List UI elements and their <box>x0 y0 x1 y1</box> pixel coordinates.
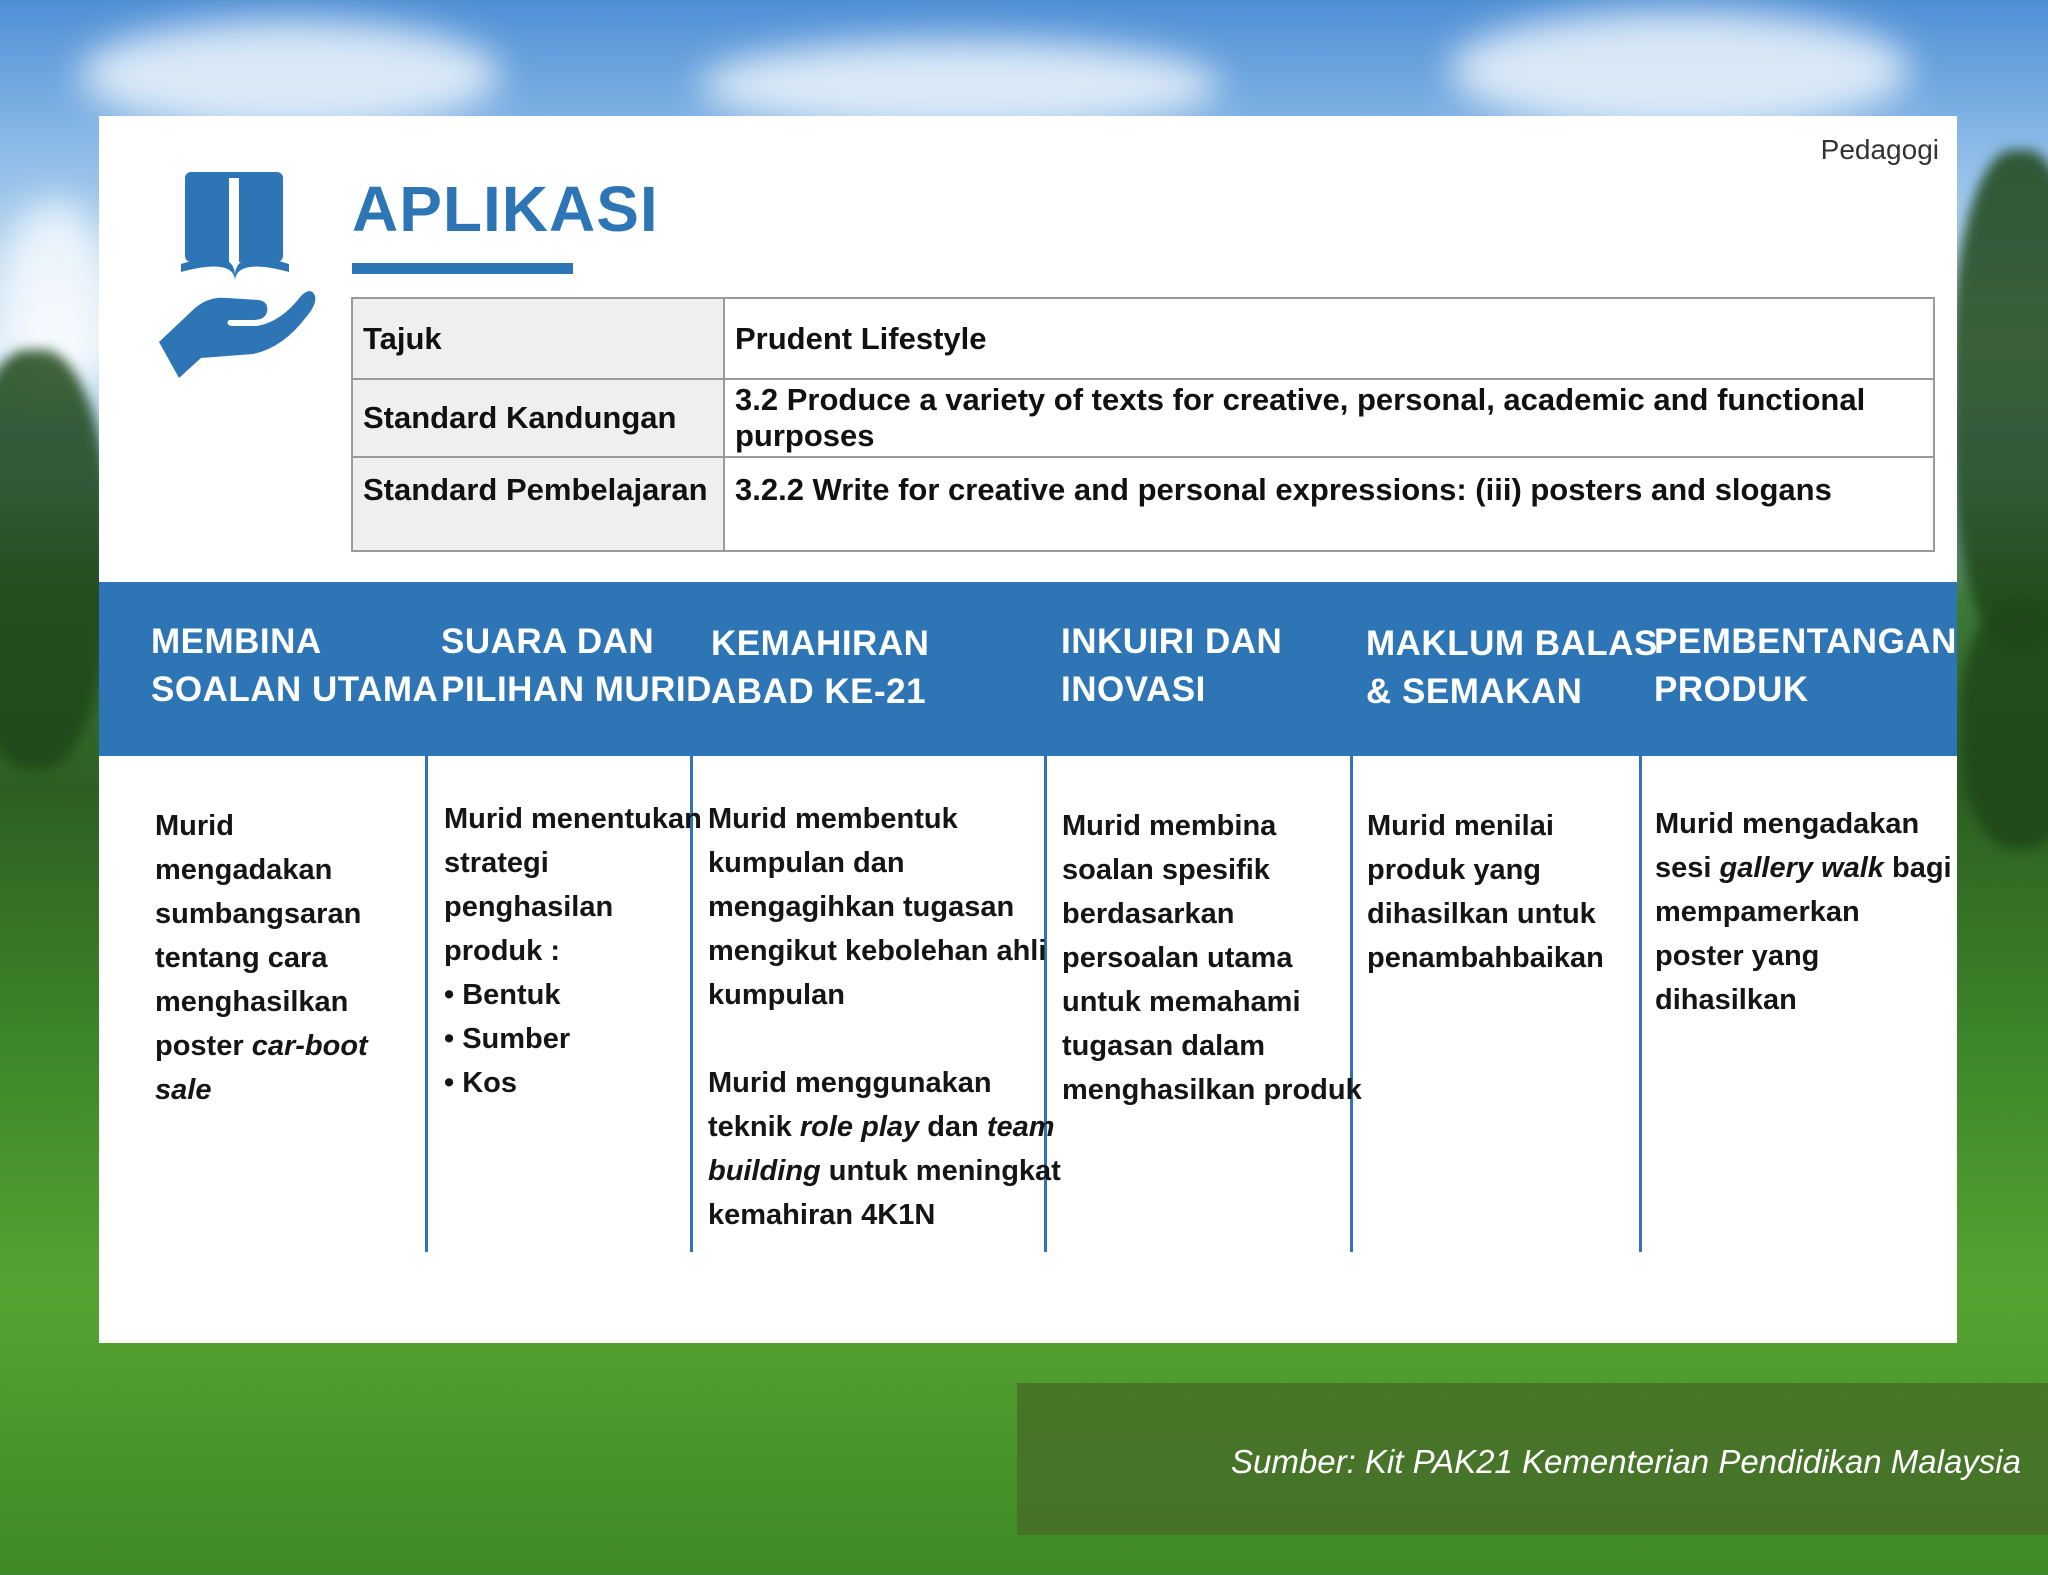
column-header <box>1061 618 1282 714</box>
text-span: teknik <box>708 1111 800 1143</box>
column-divider <box>425 756 428 1252</box>
body-line: Murid membina <box>1062 810 1277 842</box>
column-body-maklum-balas <box>1367 804 1604 980</box>
body-line: soalan spesifik <box>1062 854 1270 886</box>
body-line: penambahbaikan <box>1367 942 1604 974</box>
body-line: • Kos <box>444 1067 517 1099</box>
text-span: poster <box>155 1030 252 1062</box>
page-title: APLIKASI <box>352 173 659 245</box>
body-line: Murid menggunakan <box>708 1067 992 1099</box>
body-line: penghasilan <box>444 891 614 923</box>
body-line: poster yang <box>1655 940 1820 972</box>
source-caption: Sumber: Kit PAK21 Kementerian Pendidikan Malaysia <box>1231 1443 2021 1480</box>
column-body-membina <box>155 804 368 1112</box>
column-header <box>441 618 712 714</box>
table-row <box>352 457 1934 551</box>
text-span-italic: gallery walk <box>1719 852 1884 884</box>
body-line: dihasilkan untuk <box>1367 898 1596 930</box>
column-header <box>1654 618 1957 714</box>
header-line: MAKLUM BALAS <box>1366 624 1658 663</box>
column-header <box>711 620 929 716</box>
body-line: dihasilkan <box>1655 984 1797 1016</box>
text-span: untuk meningkat <box>820 1155 1061 1187</box>
body-line: produk yang <box>1367 854 1542 886</box>
body-line: persoalan utama <box>1062 942 1293 974</box>
body-line: strategi <box>444 847 549 879</box>
source-box <box>1017 1383 2048 1535</box>
column-header <box>1366 620 1658 716</box>
body-line <box>155 1068 368 1112</box>
column-body-suara <box>444 797 702 1105</box>
column-body-inkuiri <box>1062 804 1362 1112</box>
body-line: Murid menilai <box>1367 810 1554 842</box>
text-span-italic: sale <box>155 1074 212 1106</box>
text-span-italic: building <box>708 1155 821 1187</box>
body-line: mengikut kebolehan ahli <box>708 935 1047 967</box>
header-line: SOALAN UTAMA <box>151 670 439 709</box>
header-line: & SEMAKAN <box>1366 672 1583 711</box>
corner-label: Pedagogi <box>1820 134 1939 165</box>
body-line <box>1655 846 1952 890</box>
table-row <box>352 298 1934 379</box>
row-label: Tajuk <box>352 298 724 379</box>
body-line: mengagihkan tugasan <box>708 891 1015 923</box>
body-line: • Sumber <box>444 1023 571 1055</box>
text-span: sesi <box>1655 852 1720 884</box>
book-in-hand-icon <box>157 172 317 382</box>
info-table <box>351 297 1935 552</box>
body-line: kumpulan dan <box>708 847 905 879</box>
body-line: berdasarkan <box>1062 898 1235 930</box>
column-body-pembentangan <box>1655 802 1952 1022</box>
header-line: MEMBINA <box>151 622 322 661</box>
header-line: PEMBENTANGAN <box>1654 622 1957 661</box>
body-line: Murid <box>155 810 234 842</box>
table-row <box>352 379 1934 457</box>
row-label: Standard Kandungan <box>352 379 724 457</box>
header-line: INOVASI <box>1061 670 1206 709</box>
row-value: 3.2.2 Write for creative and personal expressions: (iii) posters and slogans <box>724 457 1934 551</box>
row-value: Prudent Lifestyle <box>724 298 1934 379</box>
text-span-italic: car-boot <box>251 1030 368 1062</box>
body-line <box>155 1024 368 1068</box>
body-line: sumbangsaran <box>155 898 362 930</box>
text-span-italic: team <box>986 1111 1055 1143</box>
text-span-italic: role play <box>799 1111 920 1143</box>
column-divider <box>1639 756 1642 1252</box>
body-line: menghasilkan produk <box>1062 1074 1362 1106</box>
body-line: mengadakan <box>155 854 333 886</box>
column-header <box>151 618 438 714</box>
body-line: menghasilkan <box>155 986 349 1018</box>
row-label: Standard Pembelajaran <box>352 457 724 551</box>
header-line: ABAD KE-21 <box>711 672 927 711</box>
body-line: kumpulan <box>708 979 845 1011</box>
row-value: 3.2 Produce a variety of texts for creative, personal, academic and functional purposes <box>724 379 1934 457</box>
paragraph-gap <box>708 1017 1061 1061</box>
slide-card <box>99 116 1957 1343</box>
text-span: bagi <box>1883 852 1952 884</box>
body-line: tentang cara <box>155 942 328 974</box>
body-line: Murid membentuk <box>708 803 958 835</box>
body-line: produk : <box>444 935 560 967</box>
body-line: kemahiran 4K1N <box>708 1199 936 1231</box>
header-line: KEMAHIRAN <box>711 624 930 663</box>
body-line: mempamerkan <box>1655 896 1860 928</box>
body-line: tugasan dalam <box>1062 1030 1266 1062</box>
header-line: INKUIRI DAN <box>1061 622 1283 661</box>
column-header-band <box>99 582 1957 756</box>
header-line: PILIHAN MURID <box>441 670 712 709</box>
title-underline <box>352 263 573 274</box>
header-line: PRODUK <box>1654 670 1809 709</box>
text-span: dan <box>919 1111 987 1143</box>
body-line: Murid mengadakan <box>1655 808 1920 840</box>
header-line: SUARA DAN <box>441 622 655 661</box>
body-line: untuk memahami <box>1062 986 1301 1018</box>
body-line <box>708 1105 1061 1149</box>
column-body-kemahiran <box>708 797 1061 1237</box>
body-line: • Bentuk <box>444 979 561 1011</box>
body-line: Murid menentukan <box>444 803 702 835</box>
body-line <box>708 1149 1061 1193</box>
